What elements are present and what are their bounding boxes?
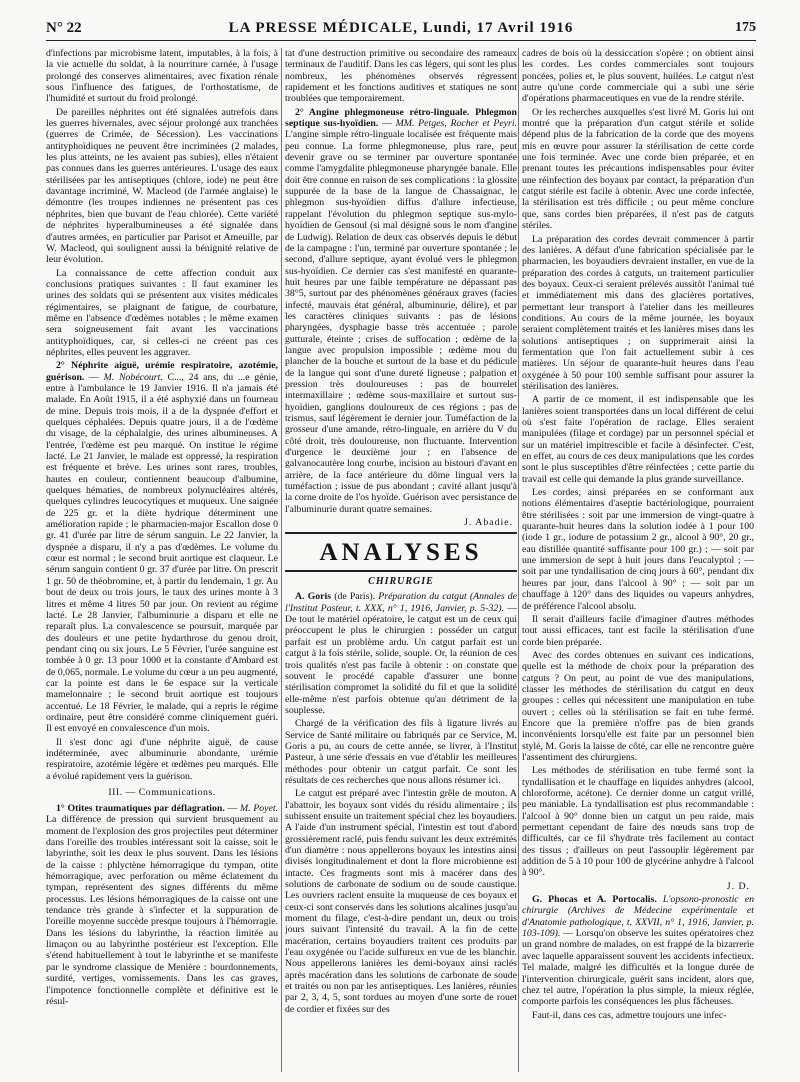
communication-angine: 2° Angine phlegmoneuse rétro-linguale. Phlegmon septique sus-hyoïdien. — MM. Petges, Rocher et Peyri. L'angine simple rétro-linguale localisée est fréquente mais peu connue. La forme phlegmoneuse, plus rare, peut devenir grave ou se terminer par ouverture spontanée comme l'amygdalite phlegmoneuse pharyngée banale. Elle doit être connue en raison de ses complications : la glossite suppurée de la base de la langue de Chassaignac, le phlegmon sus-hyoïdien diffus d'allure infectieuse, rappelant l'évolution du phlegmon septique sus-mylo-hyoïdien de Gensoul (si mal désigné sous le nom d'angine de Ludwig). Relation de deux cas observés depuis le début de la campagne : l'un, terminé par ouverture spontanée ; le second, d'allure septique, ayant évolué vers le phlegmon sus-hyoïdien. Ce dernier cas s'est manifesté en quarante-huit heures par une faible température ne dépassant pas 38°5, surtout par des phénomènes généraux graves (facies infecté, mauvais état général, albuminurie, délire), et par les caractères cliniques suivants : pas de lésions pharyngées, dysphagie basse très accentuée ; parole gutturale, éteinte ; crises de suffocation ; œdème de la langue avec propulsion impossible ; œdème mou du plancher de la bouche et surtout de la base et du pédicule de la langue qui sont d'une dureté ligneuse ; palpation et pression très douloureuses : pas de bourrelet intermaxillaire ; œdème sous-maxillaire et surtout sus-hyoïdien, ganglions douloureux de ces régions ; pas de trismus, sauf légèrement le dernier jour. Tuméfaction de la grosseur d'une amande, rétro-linguale, en arrière du V du côté droit, très douloureuse, non fluctuante. Intervention d'urgence le deuxième jour ; en l'absence de galvanocautère long courbe, incision au bistouri d'avant en arrière, de la face antérieure du dôme lingual vers la tuméfaction ; issue de pus abondant ; cavité allant jusqu'à la corne droite de l'os hyoïde. Guérison avec persistance de l'albuminurie durant quatre semaines. [285, 106, 517, 515]
analysis-text: — Lorsqu'on observe les suites opératoires chez un grand nombre de malades, on est frappé de la bizarrerie avec laquelle apparaissent souvent les accidents infectieux. Tel malade, malgré les difficultés et la longue durée de l'intervention chirurgicale, guérit sans incident, alors que, chez tel autre, l'opération la plus simple, la mieux réglée, comporte parfois les conséquences les plus fâcheuses. [522, 928, 754, 1008]
communication-text: L'angine simple rétro-linguale localisée est fréquente mais peu connue. La forme phlegmoneuse, plus rare, peut devenir grave ou se terminer par ouverture spontanée comme l'amygdalite phlegmoneuse pharyngée banale. Elle doit être connue en raison de ses complications : la glossite suppurée de la base de la langue de Chassaignac, le phlegmon sus-hyoïdien diffus d'allure infectieuse, rappelant l'évolution du phlegmon septique sus-mylo-hyoïdien de Gensoul (si mal désigné sous le nom d'angine de Ludwig). Relation de deux cas observés depuis le début de la campagne : l'un, terminé par ouverture spontanée ; le second, d'allure septique, ayant évolué vers le phlegmon sus-hyoïdien. Ce dernier cas s'est manifesté en quarante-huit heures par une faible température ne dépassant pas 38°5, surtout par des phénomènes généraux graves (facies infecté, mauvais état général, albuminurie, délire), et par les caractères cliniques suivants : pas de lésions pharyngées, dysphagie basse très accentuée ; parole gutturale, éteinte ; crises de suffocation ; œdème de la langue avec propulsion impossible ; œdème mou du plancher de la bouche et surtout de la base et du pédicule de la langue qui sont d'une dureté ligneuse ; palpation et pression très douloureuses : pas de bourrelet intermaxillaire ; œdème sous-maxillaire et surtout sus-hyoïdien, ganglions douloureux de ces régions ; pas de trismus, sauf légèrement le dernier jour. Tuméfaction de la grosseur d'une amande, rétro-linguale, en arrière du V du côté droit, très douloureuse, non fluctuante. Intervention d'urgence le deuxième jour ; en l'absence de galvanocautère long courbe, incision au bistouri d'avant en arrière, de la face antérieure du dôme lingual vers la tuméfaction ; issue de pus abondant ; cavité allant jusqu'à la corne droite de l'os hyoïde. Guérison avec persistance de l'albuminurie durant quatre semaines. [285, 129, 517, 515]
rubric-heading: CHIRURGIE [368, 576, 434, 588]
analysis-title: Préparation du catgut [378, 591, 467, 603]
paragraph: Avec des cordes obtenues en suivant ces indications, quelle est la méthode de choix pour la préparation des catguts ? On peut, au point de vue des manipulations, classer les méthodes de stérilisation du catgut en deux groupes : celles qui nécessitent une manipulation en tube ouvert ; celles où la stérilisation se fait en tube fermé. Encore que la première n'offre pas de bien grands inconvénients lorsqu'elle est faite par un personnel bien stylé, M. Goris la laisse de côté, car elle ne rencontre guère l'assentiment des chirurgiens. [522, 649, 754, 763]
analysis-catgut [285, 591, 517, 716]
communication-title: 2° Angine phlegmoneuse rétro-linguale. Phlegmon septique sus-hyoïdien. [285, 106, 517, 130]
signature: J. Abadie. [464, 517, 513, 529]
page-header [46, 18, 756, 40]
communication-title: 2° Néphrite aiguë, urémie respiratoire, azotémie, guérison. [46, 360, 278, 383]
communication-author: M. Nobécourt. [103, 371, 163, 383]
paragraph: Les méthodes de stérilisation en tube fermé sont la tyndallisation et le chauffage en liquides anhydres (alcool, chloroforme, acétone). Ce dernier donne un catgut vrillé, peu maniable. La tyndallisation est plus recommandable : l'alcool à 90° donne bien un catgut un peu raide, mais permettant cependant de faire des nœuds sans trop de difficultés, car ce fil s'hydrate très facilement au contact des tissus ; d'ailleurs on peut l'assouplir légèrement par addition de 5 à 10 pour 100 de glycérine anhydre à l'alcool à 90°. [522, 765, 754, 879]
communication-title: 1° Otites traumatiques par déflagration. [56, 803, 225, 814]
paragraph: A partir de ce moment, il est indispensable que les lanières soient transportées dans un local différent de celui où s'est faite l'opération de raclage. Elles seraient manipulées (filage et cordage) par un personnel spécial et sur un matériel impitrescible et facile à désinfecter. C'est, en effet, au cours de ces deux manipulations que les cordes sont le plus susceptibles d'être réinfectées ; cette partie du travail est celle qui demande la plus grande surveillance. [522, 394, 754, 485]
page-folio: 175 [735, 20, 756, 35]
header-rule [46, 40, 756, 41]
communication-text: C..., 24 ans, du ...e génie, entre à l'ambulance le 19 Janvier 1916. Il n'a jamais été malade. En Août 1915, il a été asphyxié dans un fourneau de mine. Depuis trois mois, il a de la dyspnée d'effort et quelques céphalées. Depuis quatre jours, il a de l'œdème du visage, de la céphalalgie, des urines albumineuses. A l'entrée, l'œdème est peu marqué. On institue le régime lacté. Le 21 Janvier, le malade est oppressé, la respiration est fréquente et brève. Les urines sont rares, troubles, hautes en couleur, contiennent beaucoup d'albumine, quelques hématies, de nombreux polynucléaires altérés, quelques cylindres leucocytiques et muqueux. Une saignée de 225 gr. et la diète hydrique déterminent une amélioration rapide ; le pharmacien-major Escallon dose 0 gr. 41 d'urée par litre de sérum sanguin. Le 22 Janvier, la dyspnée a disparu, il n'y a pas d'œdèmes. Le volume du cœur est normal ; le second bruit aortique est claqueur. Le sérum sanguin contient 0 gr. 37 d'urée par litre. On prescrit 1 gr. 50 de théobromine, et, à partir du lendemain, 1 gr. Au bout de deux ou trois jours, le taux des urines monte à 3 litres et même 4 litres 50 par jour. On revient au régime lacté. Le 28 Janvier, l'albuminurie a disparu et elle ne reparaît plus. La convalescence se poursuit, marquée par des douleurs et une petite hydarthrose du genou droit, pendant cinq ou six jours. Le 5 Février, l'urée sanguine est tombée à 0 gr. 13 pour 1000 et la constante d'Ambard est de 0,065, normale. Le volume du cœur a un peu augmenté, car la pointe est dans le 6e espace sur la verticale mamelonnaire ; le second bruit aortique est toujours accentué. Le 18 Février, le malade, qui a repris le régime ordinaire, peut être considéré comme cliniquement guéri. Il est envoyé en convalescence d'un mois. [46, 371, 278, 735]
communication-otites: 1° Otites traumatiques par déflagration. — M. Poyet. La différence de pression qui survient brusquement au moment de l'explosion des gros projectiles peut déterminer dans l'oreille des troubles intéressant soit la caisse, soit le labyrinthe, soit les deux le plus souvent. Dans les lésions de la caisse : phlyctène hémorragique du tympan, otite hémorragique, avec perforation ou même éclatement du tympan, représentent des signes différents du même processus. Les lésions hémorragiques de la caisse ont une tendance très grande à s'infecter et la suppuration de l'oreille moyenne succède presque toujours à l'hémorragie. Dans les lésions du labyrinthe, la réaction limitée au limaçon ou au labyrinthe postérieur est l'exception. Elle s'étend habituellement à tout le labyrinthe et se manifeste par le syndrome classique de Menière : bourdonnements, surdité, vertiges, vomissements. Dans les cas graves, l'impotence fonctionnelle complète et définitive est le résul- [46, 803, 278, 1007]
analysis-author: A. Goris [295, 591, 332, 603]
masthead: LA PRESSE MÉDICALE, Lundi, 17 Avril 1916 [228, 20, 574, 36]
paragraph: tat d'une destruction primitive ou secondaire des rameaux terminaux de l'auditif. Dans les cas légers, qui sont les plus nombreux, les phénomènes observés régressent rapidement et les fonctions auditives et statiques ne sont troublées que temporairement. [285, 48, 517, 105]
analysis-reference: (Archives de Médecine expérimentale et d'Anatomie pathologique, t. XXVII, n° 1, 1916, Janvier, p. 103-109). [522, 905, 754, 940]
paragraph: d'infections par microbisme latent, imputables, à la fois, à la vie actuelle du soldat, à la nourriture carnée, à l'usage prolongé des conserves alimentaires, avec fixation rénale sous l'influence des fatigues, de l'orthostatisme, de l'humidité et surtout du froid prolongé. [46, 48, 278, 105]
paragraph: La connaissance de cette affection conduit aux conclusions pratiques suivantes : Il faut examiner les urines des soldats qui se présentent aux visites médicales régimentaires, se plaignant de fatigue, de courbature, même en l'absence d'œdèmes notables ; le même examen sera soigneusement fait avant les vaccinations antityphoïdiques, car, si celles-ci ne créent pas ces néphrites, elles peuvent les aggraver. [46, 267, 278, 358]
paragraph: Les cordes, ainsi préparées en se conformant aux notions élémentaires d'aseptie bactériologique, pourraient être stérilisées : soit par une immersion de vingt-quatre à quarante-huit heures dans la solution iodée à 1 pour 100 (iode 1 gr., iodure de potassium 2 gr., alcool à 90°, 20 gr., eau distillée quantité suffisante pour 100 gr.) ; — soit par une immersion de sept à huit jours dans l'eucalyptol ; — soit par une tyndallisation de cinq jours à 60°, pendant dix heures par jour, dans l'alcool à 90° ; — soit par un chauffage à 120° dans des liquides ou vapeurs anhydres, de préférence l'alcool absolu. [522, 487, 754, 612]
paragraph: cadres de bois où la dessiccation s'opère ; on obtient ainsi les cordes. Les cordes commerciales sont toujours poncées, polies et, le plus souvent, huilées. Le catgut n'est autre qu'une corde commerciale qui a subi une série d'opérations pharmaceutiques en vue de la rendre stérile. [522, 48, 754, 105]
analysis-text: — De tout le matériel opératoire, le catgut est un de ceux qui préoccupent le plus le chirurgien : posséder un catgut parfait est un problème ardu. Un catgut parfait est un catgut à la fois stérile, solide, souple. Or, la réunion de ces trois qualités n'est pas facile à obtenir : on constate que souvent le procédé capable d'assurer une bonne stérilisation compromet la solidité du fil et que la solidité elle-même n'est parfois obtenue qu'au détriment de la souplesse. [285, 602, 517, 716]
column-middle [285, 48, 517, 1072]
paragraph: De pareilles néphrites ont été signalées autrefois dans les guerres hivernales, avec séjour prolongé aux tranchées (guerres de Crimée, de Sécession). Les vaccinations antityphoïdiques ne peuvent être incriminées (2 malades, les plus atteints, ne les avaient pas subies), elles n'étaient pas connues dans les guerres antérieures. L'usage des eaux stérilisées par les antiseptiques (chlore, iode) ne peut être davantage incriminé, W. Macleod (de l'armée anglaise) le démontre (les troupes indiennes ne présentent pas ces néphrites, bien que buvant de l'eau chlorée). Cette variété de néphrites hyperalbumineuses a été signalée dans d'autres armées, en particulier par Parisot et Ameuille, par W. Macleod, qui soulignent aussi la bénignité relative de leur évolution. [46, 106, 278, 266]
column-divider [518, 48, 519, 1072]
section-heading: III. — Communications. [108, 787, 216, 798]
analysis-reference: (Annales de l'Institut Pasteur, t. XXX, n° 1, 1916, Janvier, p. 5-32). [285, 591, 517, 614]
analysis-title: L'opsono-pronostic en chirurgie [522, 894, 754, 917]
communication-author: M. Poyet. [239, 803, 278, 814]
paragraph: Or les recherches auxquelles s'est livré M. Goris lui ont montré que la préparation d'un catgut stérile et solide dépend plus de la fabrication de la corde que des moyens mis en œuvre pour assurer la stérilisation de cette corde une fois terminée. Avec une corde bien préparée, et en prenant toutes les précautions indispensables pour éviter une réinfection des boyaux par contact, la préparation d'un catgut stérile est facile à obtenir. Avec une corde infectée, la stérilisation est très difficile ; ou peut même conclure que, sans cordes bien préparées, il n'est pas de catguts stériles. [522, 106, 754, 232]
paragraph: Le catgut est préparé avec l'intestin grêle de mouton. A l'abattoir, les boyaux sont vidés du résidu alimentaire ; ils subissent ensuite un traitement spécial chez les boyaudiers. A l'aide d'un instrument spécial, l'intestin est tout d'abord grossièrement raclé, puis fendu suivant les deux extrémités d'un diamètre : nous appellerons boyaux les intestins ainsi divisés longitudinalement et dont la flore microbienne est intacte. Ces fragments sont mis à macérer dans des solutions de carbonate de sodium ou de soude caustique. Les ouvriers raclent ensuite la muqueuse de ces boyaux et ceux-ci sont conservés dans les solutions alcalines jusqu'au moment du filage, c'est-à-dire pendant un, deux ou trois jours suivant l'intensité du travail. A la fin de cette macération, certains boyaudiers traitent ces produits par l'eau oxygénée ou l'acide sulfureux en vue de les blanchir. Nous appellerons lanières les demi-boyaux ainsi raclés après macération dans les solutions de carbonate de soude et traités ou non par les antiseptiques. Les lanières, réunies par 2, 3, 4, 5, sont tordues au moyen d'une sorte de rouet de cordier et fixées sur des [285, 788, 517, 1015]
communication-text: La différence de pression qui survient brusquement au moment de l'explosion des gros projectiles peut déterminer dans l'oreille des troubles intéressant soit la caisse, soit le labyrinthe, soit les deux le plus souvent. Dans les lésions de la caisse : phlyctène hémorragique du tympan, otite hémorragique, avec perforation ou même éclatement du tympan, représentent des signes différents du même processus. Les lésions hémorragiques de la caisse ont une tendance très grande à s'infecter et la suppuration de l'oreille moyenne succède presque toujours à l'hémorragie. Dans les lésions du labyrinthe, la réaction limitée au limaçon ou au labyrinthe postérieur est l'exception. Elle s'étend habituellement à tout le labyrinthe et se manifeste par le syndrome classique de Menière : bourdonnements, surdité, vertiges, vomissements. Dans les cas graves, l'impotence fonctionnelle complète et définitive est le résul- [46, 814, 278, 1007]
column-divider [281, 48, 282, 1072]
communication-nephrite: 2° Néphrite aiguë, urémie respiratoire, azotémie, guérison. — M. Nobécourt. C..., 24 ans, du ...e génie, entre à l'ambulance le 19 Janvier 1916. Il n'a jamais été malade. En Août 1915, il a été asphyxié dans un fourneau de mine. Depuis trois mois, il a de la dyspnée d'effort et quelques céphalées. Depuis quatre jours, il a de l'œdème du visage, de la céphalalgie, des urines albumineuses. A l'entrée, l'œdème est peu marqué. On institue le régime lacté. Le 21 Janvier, le malade est oppressé, la respiration est fréquente et brève. Les urines sont rares, troubles, hautes en couleur, contiennent beaucoup d'albumine, quelques hématies, de nombreux polynucléaires altérés, quelques cylindres leucocytiques et muqueux. Une saignée de 225 gr. et la diète hydrique déterminent une amélioration rapide ; le pharmacien-major Escallon dose 0 gr. 41 d'urée par litre de sérum sanguin. Le 22 Janvier, la dyspnée a disparu, il n'y a pas d'œdèmes. Le volume du cœur est normal ; le second bruit aortique est claqueur. Le sérum sanguin contient 0 gr. 37 d'urée par litre. On prescrit 1 gr. 50 de théobromine, et, à partir du lendemain, 1 gr. Au bout de deux ou trois jours, le taux des urines monte à 3 litres et même 4 litres 50 par jour. On revient au régime lacté. Le 28 Janvier, l'albuminurie a disparu et elle ne reparaît plus. La convalescence se poursuit, marquée par des douleurs et une petite hydarthrose du genou droit, pendant cinq ou six jours. Le 5 Février, l'urée sanguine est tombée à 0 gr. 13 pour 1000 et la constante d'Ambard est de 0,065, normale. Le volume du cœur a un peu augmenté, car la pointe est dans le 6e espace sur la verticale mamelonnaire ; le second bruit aortique est toujours accentué. Le 18 Février, le malade, qui a repris le régime ordinaire, peut être considéré comme cliniquement guéri. Il est envoyé en convalescence d'un mois. [46, 360, 278, 735]
column-left [46, 48, 278, 1072]
analysis-author: G. Phocas et A. Portocalis. [532, 894, 657, 906]
analysis-place: (de Paris). [334, 591, 376, 603]
signature: J. D. [726, 880, 750, 892]
paragraph: La préparation des cordes devrait commencer à partir des lanières. A défaut d'une fabrication spécialisée par le pharmacien, les boyaudiers devraient installer, en vue de la préparation des cordes à catguts, un traitement particulier des boyaux. Ceux-ci seraient prélevés aussitôt l'animal tué et immédiatement mis dans des glacières portatives, permettant leur transport à l'atelier dans les meilleures conditions. Au cours de la même journée, les boyaux seraient complètement traités et les lanières mises dans les solutions antiseptiques ; on supprimerait ainsi la fermentation que l'on fait actuellement subir à ces matières. Un séjour de quarante-huit heures dans l'eau oxygénée à 50 pour 100 semble suffisant pour assurer la stérilisation des lanières. [522, 233, 754, 392]
paragraph: Il s'est donc agi d'une néphrite aiguë, de cause indéterminée, avec albuminurie abondante, urémie respiratoire, azotémie légère et œdèmes peu marqués. Elle a évolué rapidement vers la guérison. [46, 736, 278, 782]
analyses-heading: ANALYSES [285, 532, 517, 572]
column-right [522, 48, 754, 1072]
issue-number: N° 22 [46, 20, 82, 36]
analysis-opsono [522, 894, 754, 1007]
paragraph: Faut-il, dans ces cas, admettre toujours une infec- [532, 1009, 727, 1021]
communication-author: MM. Petges, Rocher et Peyri. [395, 118, 517, 130]
paragraph: Chargé de la vérification des fils à ligature livrés au Service de Santé militaire ou fabriqués par ce Service, M. Goris a pu, au cours de cette année, se livrer, à l'Institut Pasteur, à une série d'essais en vue d'établir les meilleures méthodes pour obtenir un catgut parfait. Ce sont les résultats de ces recherches que nous allons résumer ici. [285, 718, 517, 786]
paragraph: Il serait d'ailleurs facile d'imaginer d'autres méthodes tout aussi efficaces, tant est facile la stérilisation d'une corde bien préparée. [522, 613, 754, 648]
